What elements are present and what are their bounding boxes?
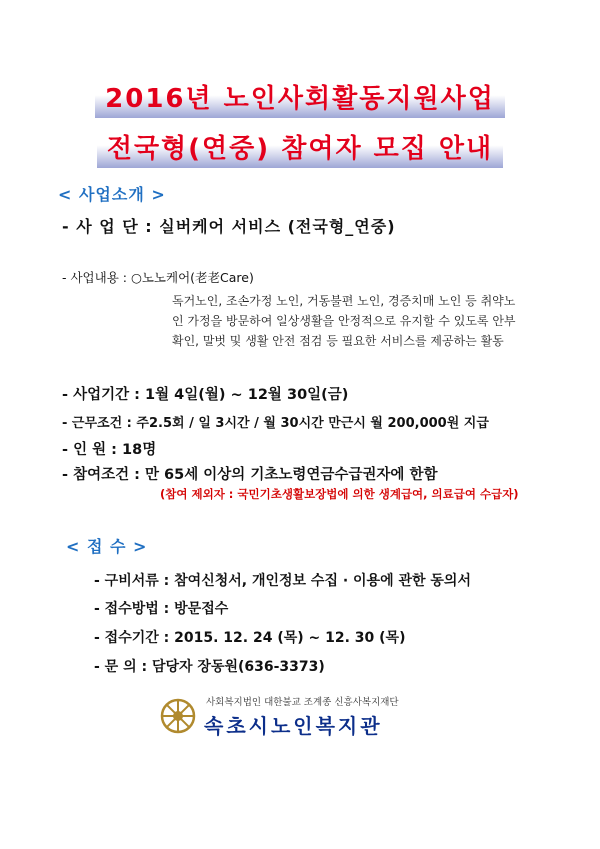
exclusion-note: (참여 제외자 : 국민기초생활보장법에 의한 생계급여, 의료급여 수급자) (160, 487, 519, 501)
people-value: 18명 (122, 442, 157, 458)
docs-label: - 구비서류 : (94, 573, 175, 589)
condition-label: - 참여조건 : (62, 467, 145, 483)
method-label: - 접수방법 : (94, 601, 175, 617)
title-block (0, 80, 600, 180)
project-label: - 사 업 단 : (62, 217, 160, 236)
content-label: - 사업내용 : (62, 270, 131, 285)
period-row (62, 383, 348, 404)
content-row (62, 268, 254, 286)
people-row (62, 438, 156, 459)
project-value: 실버케어 서비스 (전국형_연중) (159, 217, 396, 236)
period-label: - 사업기간 : (62, 387, 145, 403)
reception-period-value: 2015. 12. 24 (목) ~ 12. 30 (목) (174, 630, 406, 646)
period-value: 1월 4일(월) ~ 12월 30일(금) (145, 387, 349, 403)
reception-section-header: < 접 수 > (66, 537, 148, 556)
title-line-1: 2016년 노인사회활동지원사업 (95, 80, 505, 118)
footer-logo (160, 692, 460, 742)
footer-subtitle: 사회복지법인 대한불교 조계종 신흥사복지재단 (206, 697, 399, 708)
people-label: - 인 원 : (62, 442, 123, 458)
work-label: - 근무조건 : (62, 416, 137, 431)
content-description: 독거노인, 조손가정 노인, 거동불편 노인, 경증치매 노인 등 취약노인 가정을 방문하여 일상생활을 안정적으로 유지할 수 있도록 안부확인, 말벗 및 생활 안전 점검 등 필요한 서비스를 제공하는 활동 (172, 294, 516, 348)
docs-value: 참여신청서, 개인정보 수집 · 이용에 관한 동의서 (174, 573, 471, 589)
work-value: 주2.5회 / 일 3시간 / 월 30시간 만근시 월 200,000원 지급 (136, 416, 489, 431)
content-value: ○노노케어(老老Care) (130, 270, 254, 285)
method-row (94, 598, 228, 618)
docs-row (94, 570, 471, 590)
footer-org-name: 속초시노인복지관 (204, 714, 383, 738)
condition-row (62, 463, 438, 484)
dharma-wheel-icon (160, 698, 196, 734)
reception-period-row (94, 627, 405, 647)
condition-value: 만 65세 이상의 기초노령연금수급권자에 한함 (145, 467, 438, 483)
contact-row (94, 656, 325, 676)
method-value: 방문접수 (174, 601, 229, 617)
business-section-header: < 사업소개 > (58, 185, 166, 204)
contact-label: - 문 의 : (94, 659, 152, 675)
project-row (62, 214, 396, 237)
title-line-2: 전국형(연중) 참여자 모집 안내 (97, 130, 503, 168)
contact-value: 담당자 장동원(636-3373) (151, 659, 325, 675)
reception-period-label: - 접수기간 : (94, 630, 175, 646)
work-row (62, 412, 489, 431)
